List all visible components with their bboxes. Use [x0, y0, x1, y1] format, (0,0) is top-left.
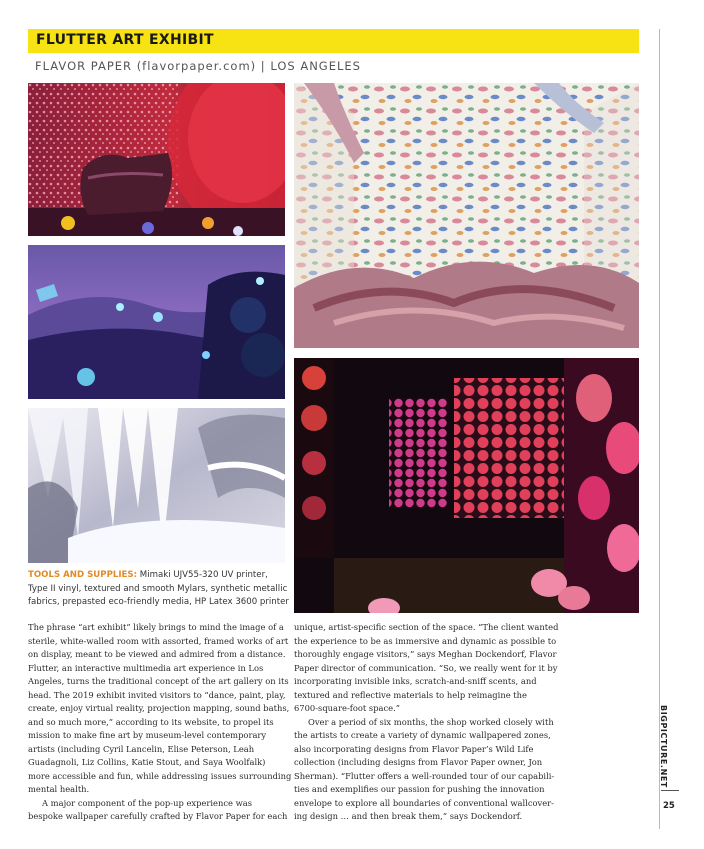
balloon-room-photo: [294, 358, 639, 613]
body-column-right: [294, 621, 559, 824]
caption-lead: TOOLS AND SUPPLIES:: [28, 570, 138, 580]
body-line: incorporating invisible inks, scratch-and-sniff scents, and: [294, 676, 537, 686]
photo-caption: [28, 569, 290, 610]
body-line: more accessible and fun, while addressing issues surrounding: [28, 770, 292, 781]
body-line: mission to make fine art by museum-level contemporary: [28, 730, 267, 740]
body-line: collection (including designs from Flavor Paper owner, Jon: [294, 757, 543, 767]
ice-cave-photo: [28, 408, 285, 563]
body-line: A major component of the pop-up experience was: [42, 797, 253, 808]
body-line: the experience to be as immersive and dynamic as possible to: [294, 635, 557, 646]
body-line: create, enjoy virtual reality, projection mapping, sound baths,: [28, 703, 290, 713]
purple-landscape-photo: [28, 245, 285, 399]
body-line: ing design … and then break them,” says Dockendorf.: [294, 811, 523, 821]
body-column-left: [28, 621, 290, 824]
body-line: Sherman). “Flutter offers a well-rounded tour of our capabili-: [294, 770, 555, 781]
body-line: bespoke wallpaper carefully crafted by Flavor Paper for each: [28, 811, 288, 821]
body-line: also incorporating designs from Flavor Paper’s Wild Life: [294, 743, 534, 754]
body-line: unique, artist-specific section of the space. “The client wanted: [294, 622, 559, 632]
body-line: envelope to explore all boundaries of conventional wallcover-: [294, 797, 554, 808]
body-line: 6700-square-foot space.”: [294, 703, 401, 713]
body-line: Over a period of six months, the shop worked closely with: [308, 716, 554, 727]
page-subtitle: FLAVOR PAPER (flavorpaper.com) | LOS ANGELES: [35, 59, 361, 73]
body-line: textured and reflective materials to help reimagine the: [294, 689, 527, 700]
red-room-chair-photo: [28, 83, 285, 236]
body-line: the artists to create a variety of dynamic wallpapered zones,: [294, 730, 551, 740]
body-line: The phrase “art exhibit” likely brings to mind the image of a: [28, 622, 284, 632]
body-line: head. The 2019 exhibit invited visitors to “dance, paint, play,: [28, 689, 286, 700]
body-line: ties and exemplifies our passion for pushing the innovation: [294, 784, 545, 794]
body-line: Guadagnoli, Liz Collins, Katie Stout, and Saya Woolfalk): [28, 757, 266, 767]
site-name: BIGPICTURE.NET: [659, 705, 668, 788]
body-line: mental health.: [28, 784, 90, 794]
body-line: Angeles, turns the traditional concept of the art gallery on its: [28, 676, 289, 686]
page-title: FLUTTER ART EXHIBIT: [36, 32, 214, 48]
caption-body: Mimaki UJV55-320 UV printer, Type II vinyl, textured and smooth Mylars, synthetic metallic fabrics, prepasted eco-friendly media, HP Latex 3600 printer: [28, 570, 289, 607]
page-number-rule: [661, 790, 679, 791]
page-number: 25: [663, 801, 675, 811]
body-line: and so much more,” according to its website, to propel its: [28, 716, 274, 727]
body-line: thoroughly engage visitors,” says Meghan Dockendorf, Flavor: [294, 649, 557, 659]
body-line: sterile, white-walled room with assorted, framed works of art: [28, 635, 289, 646]
body-line: artists (including Cyril Lancelin, Elise Peterson, Leah: [28, 743, 255, 754]
body-line: Paper director of communication. “So, we really went for it by: [294, 662, 558, 673]
body-line: Flutter, an interactive multimedia art experience in Los: [28, 662, 264, 673]
fish-wallpaper-room-photo: [294, 83, 639, 348]
title-banner: [28, 29, 639, 53]
body-line: on display, meant to be viewed and admired from a distance.: [28, 649, 286, 659]
